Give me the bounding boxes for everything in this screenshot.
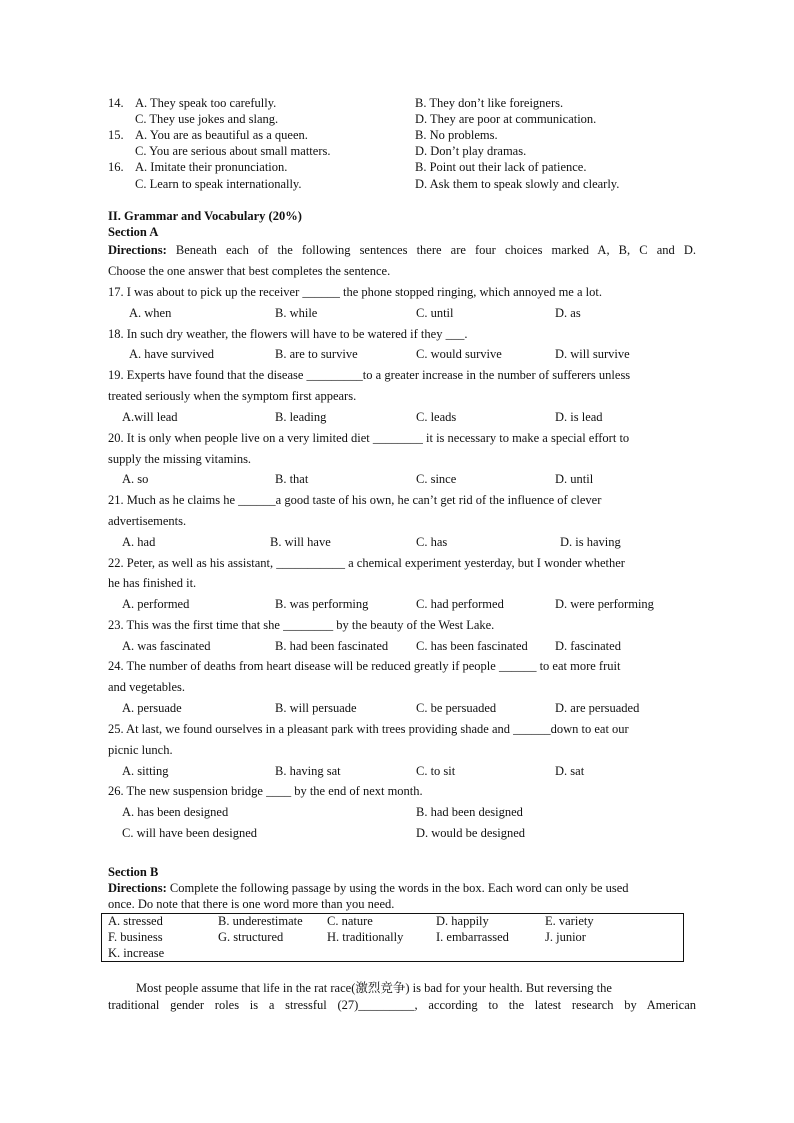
q15-number: 15. [108,128,124,142]
q15-option-c: C. You are serious about small matters. [135,144,331,158]
word-box-item: J. junior [545,930,586,944]
q21-option-a: A. had [122,535,156,549]
q17-option-d: D. as [555,306,581,320]
q25-option-b: B. having sat [275,764,341,778]
word-box-item: E. variety [545,914,594,928]
q16-option-d: D. Ask them to speak slowly and clearly. [415,177,620,191]
part2-title: II. Grammar and Vocabulary (20%) [108,209,302,223]
q15-option-a: A. You are as beautiful as a queen. [135,128,308,142]
passage-line1: Most people assume that life in the rat race(激烈竞争) is bad for your health. But reversing the [136,981,612,995]
word-box-item: C. nature [327,914,373,928]
q21-option-c: C. has [416,535,448,549]
q19-stem-line1: 19. Experts have found that the disease _________to a greater increase in the number of sufferers unless [108,368,631,382]
q26-option-a: A. has been designed [122,805,229,819]
q22-stem-line2: he has finished it. [108,576,197,590]
q19-option-a: A.will lead [122,410,178,424]
q24-stem-line2: and vegetables. [108,680,186,694]
q24-stem-line1: 24. The number of deaths from heart disease will be reduced greatly if people ______ to eat more fruit [108,659,621,673]
q23-option-d: D. fascinated [555,639,621,653]
q21-option-d: D. is having [560,535,621,549]
q26-option-c: C. will have been designed [122,826,258,840]
q14-option-b: B. They don’t like foreigners. [415,96,564,110]
q23-option-c: C. has been fascinated [416,639,528,653]
q14-option-a: A. They speak too carefully. [135,96,277,110]
q20-option-a: A. so [122,472,149,486]
q24-option-c: C. be persuaded [416,701,497,715]
section-b-directions-line2: once. Do note that there is one word more than you need. [108,897,395,911]
q16-option-b: B. Point out their lack of patience. [415,160,587,174]
q23-option-a: A. was fascinated [122,639,211,653]
word-box-item: H. traditionally [327,930,404,944]
word-box-item: K. increase [108,946,165,960]
q17-option-a: A. when [129,306,172,320]
q22-option-d: D. were performing [555,597,654,611]
q17-option-c: C. until [416,306,454,320]
q20-stem-line1: 20. It is only when people live on a very limited diet ________ it is necessary to make a special effort to [108,431,630,445]
directions-text: Complete the following passage by using the words in the box. Each word can only be used [169,881,629,895]
passage-line2: traditional gender roles is a stressful (27)_________, according to the latest research by American [108,998,696,1012]
q25-option-a: A. sitting [122,764,169,778]
q16-option-c: C. Learn to speak internationally. [135,177,302,191]
q17-stem: 17. I was about to pick up the receiver ______ the phone stopped ringing, which annoyed me a lot. [108,285,602,299]
q19-option-b: B. leading [275,410,327,424]
q23-option-b: B. had been fascinated [275,639,389,653]
q19-stem-line2: treated seriously when the symptom first appears. [108,389,357,403]
q14-number: 14. [108,96,124,110]
section-a-directions-line2: Choose the one answer that best completes the sentence. [108,264,391,278]
q20-option-b: B. that [275,472,309,486]
q23-stem: 23. This was the first time that she ________ by the beauty of the West Lake. [108,618,495,632]
word-box-item: G. structured [218,930,284,944]
q15-option-d: D. Don’t play dramas. [415,144,527,158]
word-box-item: D. happily [436,914,489,928]
q18-option-d: D. will survive [555,347,630,361]
q22-option-c: C. had performed [416,597,504,611]
q16-number: 16. [108,160,124,174]
directions-label: Directions: [108,881,167,895]
q16-option-a: A. Imitate their pronunciation. [135,160,288,174]
word-box-item: A. stressed [108,914,163,928]
q25-stem-line2: picnic lunch. [108,743,173,757]
q25-option-c: C. to sit [416,764,456,778]
q21-option-b: B. will have [270,535,331,549]
q22-option-a: A. performed [122,597,190,611]
q19-option-d: D. is lead [555,410,603,424]
q26-option-b: B. had been designed [416,805,523,819]
q18-stem: 18. In such dry weather, the flowers will have to be watered if they ___. [108,327,468,341]
q18-option-b: B. are to survive [275,347,358,361]
section-b-title: Section B [108,865,159,879]
q20-option-c: C. since [416,472,457,486]
directions-label: Directions: [108,243,167,257]
q20-stem-line2: supply the missing vitamins. [108,452,252,466]
q25-stem-line1: 25. At last, we found ourselves in a pleasant park with trees providing shade and ______down to eat our [108,722,629,736]
q21-stem-line2: advertisements. [108,514,187,528]
q20-option-d: D. until [555,472,594,486]
q24-option-b: B. will persuade [275,701,357,715]
q19-option-c: C. leads [416,410,457,424]
q26-stem: 26. The new suspension bridge ____ by the end of next month. [108,784,423,798]
q17-option-b: B. while [275,306,318,320]
q24-option-d: D. are persuaded [555,701,640,715]
q14-option-c: C. They use jokes and slang. [135,112,279,126]
q18-option-c: C. would survive [416,347,502,361]
word-box-item: B. underestimate [218,914,303,928]
section-a-title: Section A [108,225,159,239]
q15-option-b: B. No problems. [415,128,498,142]
section-a-directions-line1 [108,243,696,258]
q22-option-b: B. was performing [275,597,369,611]
section-b-directions-line1 [108,881,629,896]
q21-stem-line1: 21. Much as he claims he ______a good taste of his own, he can’t get rid of the influence of clever [108,493,602,507]
q24-option-a: A. persuade [122,701,182,715]
q22-stem-line1: 22. Peter, as well as his assistant, ___________ a chemical experiment yesterday, but I wonder whether [108,556,625,570]
q18-option-a: A. have survived [129,347,215,361]
directions-text: Beneath each of the following sentences there are four choices marked A, B, C and D. [175,243,697,257]
q14-option-d: D. They are poor at communication. [415,112,597,126]
word-box-item: F. business [108,930,163,944]
q25-option-d: D. sat [555,764,585,778]
q26-option-d: D. would be designed [416,826,526,840]
word-box-item: I. embarrassed [436,930,509,944]
